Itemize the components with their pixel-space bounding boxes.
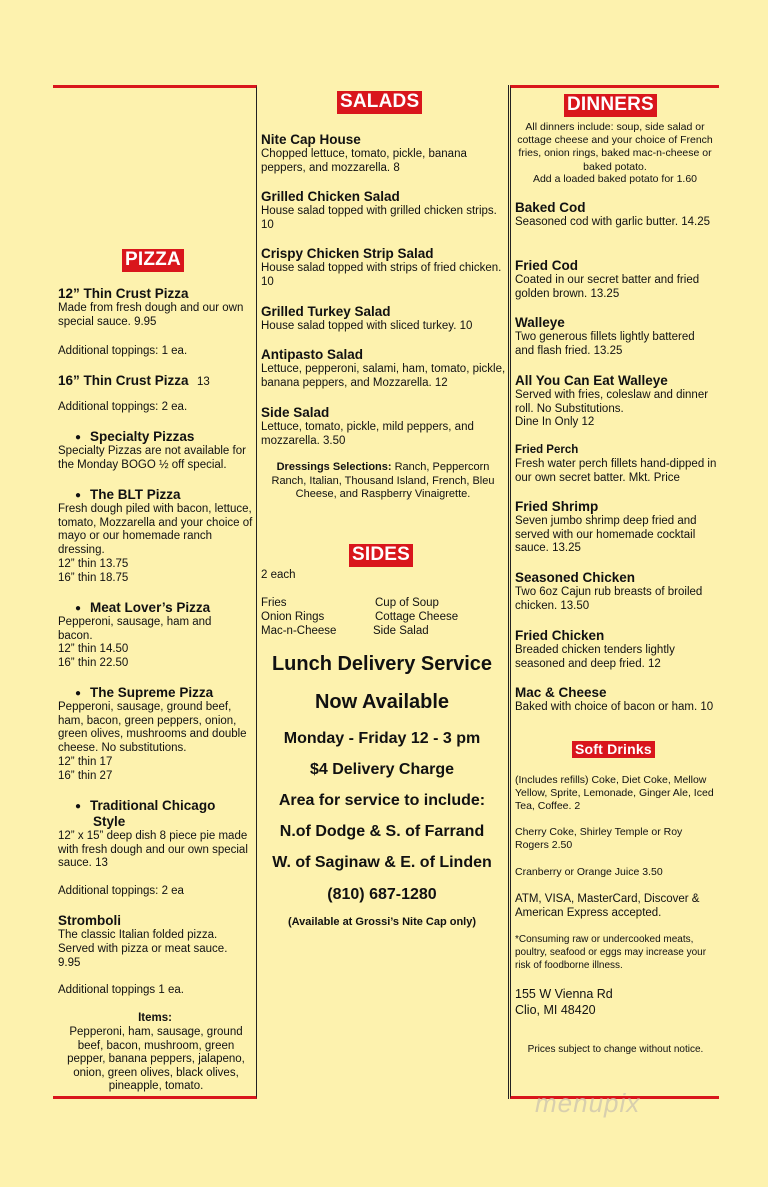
dinner-title: Seasoned Chicken: [515, 570, 636, 585]
dinner-desc: Breaded chicken tenders lightly seasoned and deep fried. 12: [515, 644, 675, 670]
address-line2: Clio, MI 48420: [515, 1003, 596, 1017]
items-title: Items:: [138, 1012, 172, 1024]
drinks-header: Soft Drinks: [572, 741, 655, 758]
side-item: Onion Rings: [261, 611, 325, 623]
watermark-text: menupix: [535, 1088, 641, 1118]
delivery-bounds2: W. of Saginaw & E. of Linden: [272, 854, 492, 871]
delivery-phone: (810) 687-1280: [327, 886, 437, 903]
dinner-title: Fried Perch: [515, 444, 579, 456]
dinners-column: [510, 85, 719, 1099]
dinner-title: Fried Shrimp: [515, 499, 599, 514]
dinner-desc: Seasoned cod with garlic butter. 14.25: [515, 216, 710, 228]
dinner-desc: Two 6oz Cajun rub breasts of broiled chicken. 13.50: [515, 586, 703, 612]
dinner-title: Baked Cod: [515, 200, 586, 215]
meat-desc: Pepperoni, sausage, ham and bacon.: [58, 616, 212, 642]
side-item: Cup of Soup: [375, 597, 439, 609]
delivery-bounds1: N.of Dodge & S. of Farrand: [279, 823, 485, 840]
salads-column: [257, 85, 509, 1099]
drinks-refills: (Includes refills) Coke, Diet Coke, Mellow Yellow, Sprite, Lemonade, Ginger Ale, Iced Tea, Coffee. 2: [515, 774, 714, 813]
sides-price: 2 each: [261, 569, 296, 581]
food-warning: *Consuming raw or undercooked meats, poultry, seafood or eggs may increase your risk of foodborne illness.: [515, 934, 707, 971]
dinners-header: DINNERS: [564, 94, 657, 117]
salad-title: Crispy Chicken Strip Salad: [261, 246, 434, 261]
dinner-desc: Coated in our secret batter and fried golden brown. 13.25: [515, 274, 700, 300]
stromboli-price: 9.95: [58, 957, 81, 969]
chicago-title-2: Style: [93, 814, 126, 829]
sides-header: SIDES: [349, 544, 413, 567]
blt-title: ● The BLT Pizza: [75, 487, 181, 505]
salad-desc: House salad topped with strips of fried chicken. 10: [261, 262, 502, 288]
delivery-note: (Available at Grossi’s Nite Cap only): [287, 916, 477, 928]
delivery-line2: Now Available: [314, 691, 450, 713]
drinks-specials: Cherry Coke, Shirley Temple or Roy Rogers 2.50: [515, 826, 683, 852]
delivery-line1: Lunch Delivery Service: [271, 653, 493, 675]
payment-info: ATM, VISA, MasterCard, Discover & American Express accepted.: [515, 893, 700, 919]
salad-desc: Lettuce, tomato, pickle, mild peppers, and mozzarella. 3.50: [261, 421, 474, 447]
delivery-hours: Monday - Friday 12 - 3 pm: [283, 730, 481, 747]
meat-title: ● Meat Lover’s Pizza: [75, 600, 210, 618]
salad-desc: House salad topped with sliced turkey. 10: [261, 320, 473, 332]
dinner-title: All You Can Eat Walleye: [515, 373, 668, 388]
salad-title: Grilled Chicken Salad: [261, 189, 400, 204]
delivery-charge: $4 Delivery Charge: [309, 761, 455, 778]
stromboli-toppings: Additional toppings 1 ea.: [58, 984, 184, 996]
dinner-title: Fried Chicken: [515, 628, 605, 643]
address-line1: 155 W Vienna Rd: [515, 987, 613, 1001]
thin12-title: 12” Thin Crust Pizza: [58, 286, 189, 301]
delivery-area: Area for service to include:: [278, 792, 486, 809]
chicago-title: ● Traditional Chicago: [75, 798, 215, 816]
side-item: Mac-n-Cheese: [261, 625, 337, 637]
side-item: Fries: [261, 597, 287, 609]
stromboli-desc: The classic Italian folded pizza. Served with pizza or meat sauce.: [58, 929, 228, 955]
blt-desc: Fresh dough piled with bacon, lettuce, tomato, Mozzarella and your choice of mayo or our homemade ranch dressing.: [58, 503, 253, 556]
salad-title: Antipasto Salad: [261, 347, 364, 362]
blt-price-12: 12” thin 13.75: [58, 558, 129, 570]
dinner-desc: Served with fries, coleslaw and dinner roll. No Substitutions.: [515, 389, 709, 415]
dinners-intro: All dinners include: soup, side salad or cottage cheese and your choice of French fries, onion rings, baked mac-n-cheese or baked potato.: [517, 121, 713, 173]
meat-price-16: 16” thin 22.50: [58, 657, 129, 669]
salad-desc: Chopped lettuce, tomato, pickle, banana peppers, and mozzarella. 8: [261, 148, 467, 174]
thin16-title: 16” Thin Crust Pizza: [58, 373, 189, 388]
meat-price-12: 12” thin 14.50: [58, 643, 129, 655]
thin12-toppings: Additional toppings: 1 ea.: [58, 345, 188, 357]
dinner-desc: Two generous fillets lightly battered and flash fried. 13.25: [515, 331, 695, 357]
dinner-title: Fried Cod: [515, 258, 578, 273]
dinner-title: Mac & Cheese: [515, 685, 607, 700]
thin16-price: 13: [196, 376, 210, 388]
thin12-desc: Made from fresh dough and our own special sauce. 9.95: [58, 302, 244, 328]
side-item: Side Salad: [373, 625, 429, 637]
dinner-desc: Fresh water perch fillets hand-dipped in our own secret batter. Mkt. Price: [515, 458, 717, 484]
dinner-desc: Seven jumbo shrimp deep fried and served with our homemade cocktail sauce. 13.25: [515, 515, 697, 555]
items-list: Pepperoni, ham, sausage, ground beef, bacon, mushroom, green pepper, banana peppers, jalapeno, onion, green olives, black olives, pineapple, tomato.: [67, 1026, 245, 1093]
dressings: [259, 461, 507, 502]
salad-title: Nite Cap House: [261, 132, 361, 147]
salad-title: Grilled Turkey Salad: [261, 304, 391, 319]
supreme-price-12: 12” thin 17: [58, 756, 113, 768]
salads-header: SALADS: [337, 91, 422, 114]
dinner-desc-2: Dine In Only 12: [515, 416, 595, 428]
salad-title: Side Salad: [261, 405, 330, 420]
chicago-desc: 12” x 15” deep dish 8 piece pie made with fresh dough and our own special sauce. 13: [58, 830, 248, 870]
prices-note: Prices subject to change without notice.: [527, 1044, 704, 1055]
thin16-toppings: Additional toppings: 2 ea.: [58, 401, 188, 413]
specialty-title: ● Specialty Pizzas: [75, 429, 194, 447]
dinner-desc: Baked with choice of bacon or ham. 10: [515, 701, 714, 713]
supreme-price-16: 16” thin 27: [58, 770, 113, 782]
specialty-desc: Specialty Pizzas are not available for the Monday BOGO ½ off special.: [58, 445, 246, 471]
salad-desc: House salad topped with grilled chicken strips. 10: [261, 205, 497, 231]
dressings-text: Ranch, Peppercorn Ranch, Italian, Thousand Island, French, Bleu Cheese, and Raspberry Vinaigrette.: [271, 461, 495, 501]
chicago-toppings: Additional toppings: 2 ea: [58, 885, 184, 897]
side-item: Cottage Cheese: [375, 611, 459, 623]
dressings-label: Dressings Selections:: [276, 461, 392, 473]
pizza-column: [53, 85, 257, 1099]
salad-desc: Lettuce, pepperoni, salami, ham, tomato, pickle, banana peppers, and Mozzarella. 12: [261, 363, 506, 389]
pizza-header: PIZZA: [122, 249, 184, 272]
thin16-line: [58, 372, 210, 390]
supreme-title: ● The Supreme Pizza: [75, 685, 213, 703]
dinner-title: Walleye: [515, 315, 565, 330]
dinners-intro-2: Add a loaded baked potato for 1.60: [532, 173, 698, 185]
supreme-desc: Pepperoni, sausage, ground beef, ham, bacon, green peppers, onion, green olives, mushrooms and double cheese. No substitutions.: [58, 701, 247, 754]
drinks-juice: Cranberry or Orange Juice 3.50: [515, 866, 663, 878]
stromboli-title: Stromboli: [58, 913, 121, 928]
blt-price-16: 16” thin 18.75: [58, 572, 129, 584]
